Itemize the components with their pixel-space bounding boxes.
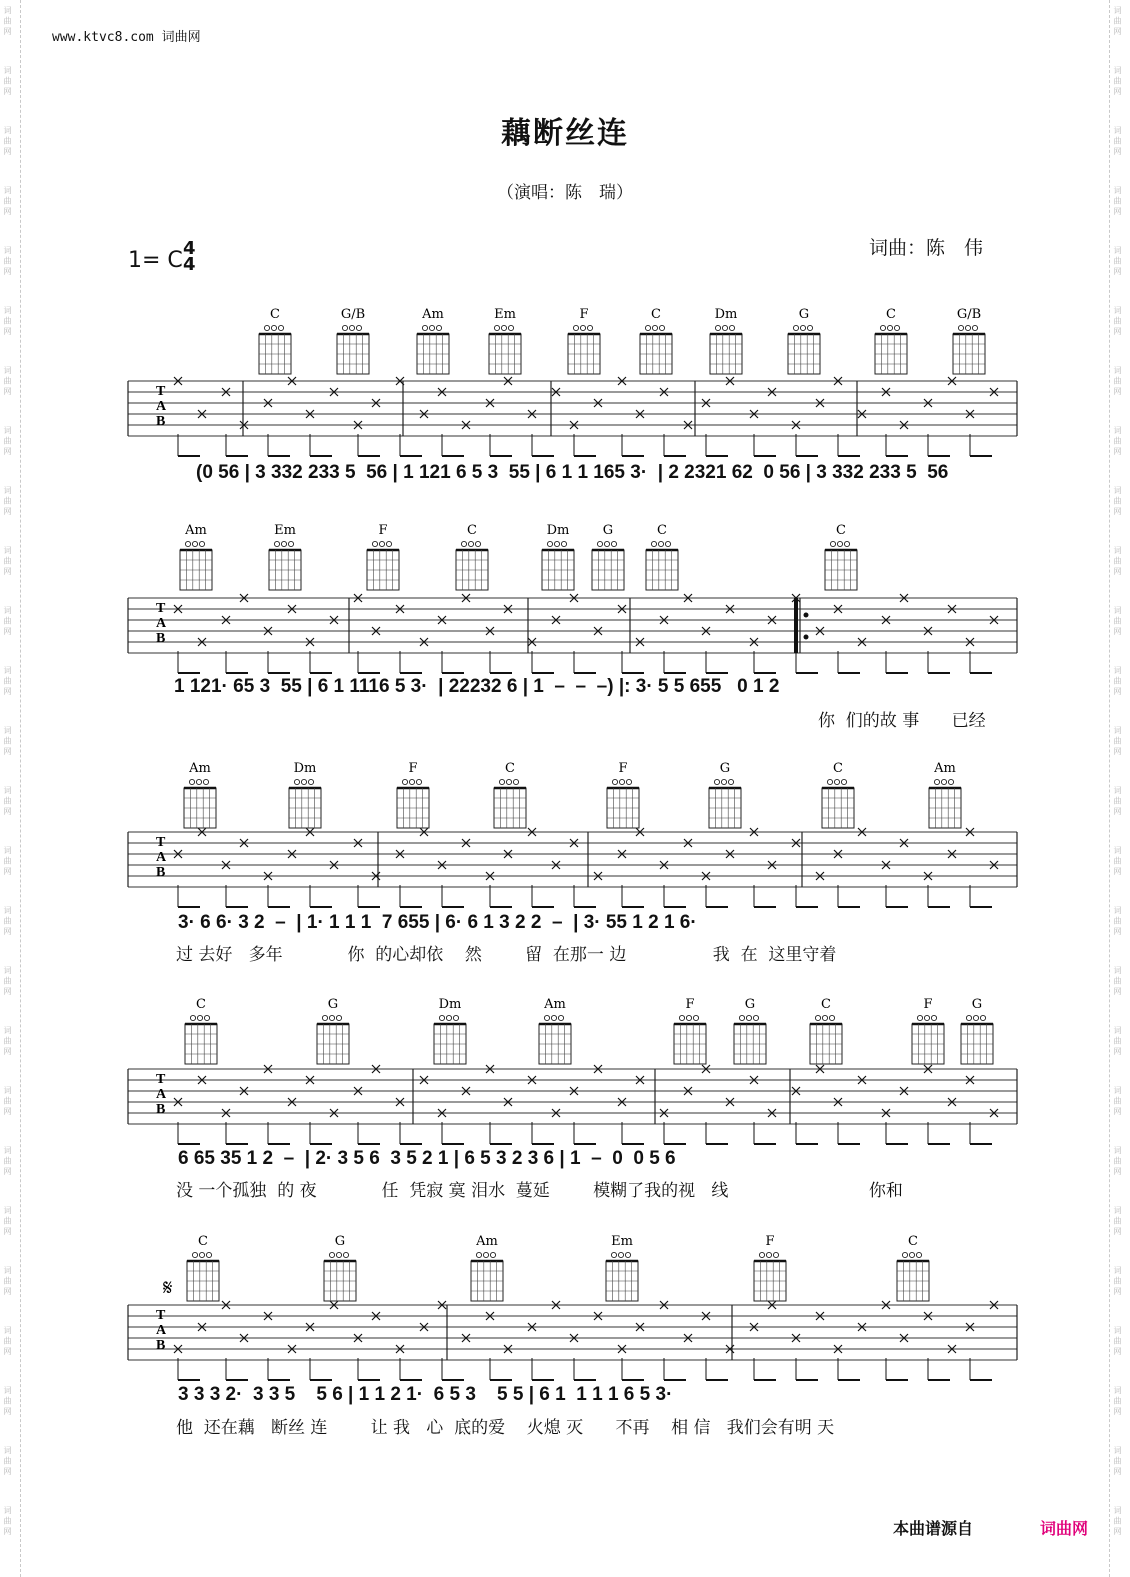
- song-title: 藕断丝连: [501, 116, 629, 151]
- chord-name: Dm: [714, 307, 738, 322]
- chord-name: Dm: [293, 761, 317, 776]
- open-string-mark: [714, 779, 719, 784]
- side-watermark-text: 词 曲 网: [1113, 1206, 1122, 1236]
- open-string-mark: [379, 541, 384, 546]
- side-watermark-text: 词 曲 网: [3, 726, 12, 756]
- tab-clef-letter: B: [156, 865, 166, 880]
- open-string-mark: [264, 325, 269, 330]
- chord-name: Em: [611, 1234, 633, 1249]
- jianpu-row-4: 6 65 35 1 2 – | 2· 3 5 6 3 5 2 1 | 6 5 3 2 3 6 | 1 – 0 0 5 6: [178, 1148, 676, 1169]
- side-watermark-text: 词 曲 网: [1113, 6, 1122, 36]
- chord-name: G: [744, 997, 756, 1012]
- side-watermark-text: 词 曲 网: [1113, 426, 1122, 456]
- open-string-mark: [554, 541, 559, 546]
- open-string-mark: [501, 325, 506, 330]
- open-string-mark: [728, 779, 733, 784]
- open-string-mark: [294, 779, 299, 784]
- chord-name: Em: [274, 523, 296, 538]
- chord-name: Am: [189, 761, 211, 776]
- chord-name: Am: [476, 1234, 498, 1249]
- open-string-mark: [909, 1252, 914, 1257]
- open-string-mark: [958, 325, 963, 330]
- open-string-mark: [349, 325, 354, 330]
- open-string-mark: [902, 1252, 907, 1257]
- tab-clef-letter: B: [156, 414, 166, 429]
- side-watermark-text: 词 曲 网: [1113, 126, 1122, 156]
- tab-clef-letter: A: [156, 616, 167, 631]
- open-string-mark: [619, 779, 624, 784]
- tab-clef-letter: T: [156, 601, 166, 616]
- open-string-mark: [197, 1015, 202, 1020]
- open-string-mark: [834, 779, 839, 784]
- footer-source-label: 本曲谱源自: [893, 1519, 974, 1538]
- open-string-mark: [931, 1015, 936, 1020]
- open-string-mark: [185, 541, 190, 546]
- side-watermark-text: 词 曲 网: [3, 126, 12, 156]
- side-watermark-text: 词 曲 网: [1113, 186, 1122, 216]
- open-string-mark: [651, 541, 656, 546]
- open-string-mark: [409, 779, 414, 784]
- side-watermark-text: 词 曲 网: [3, 546, 12, 576]
- side-watermark-text: 词 曲 网: [1113, 1326, 1122, 1356]
- tab-clef-letter: T: [156, 1072, 166, 1087]
- side-watermark-text: 词 曲 网: [3, 66, 12, 96]
- open-string-mark: [199, 1252, 204, 1257]
- side-watermark-text: 词 曲 网: [3, 606, 12, 636]
- open-string-mark: [880, 325, 885, 330]
- chord-name: F: [378, 523, 388, 538]
- open-string-mark: [807, 325, 812, 330]
- open-string-mark: [611, 541, 616, 546]
- open-string-mark: [189, 779, 194, 784]
- chord-name: C: [908, 1234, 918, 1249]
- side-watermark-text: 词 曲 网: [3, 1026, 12, 1056]
- open-string-mark: [793, 325, 798, 330]
- open-string-mark: [829, 1015, 834, 1020]
- open-string-mark: [916, 1252, 921, 1257]
- side-watermark-text: 词 曲 网: [1113, 1026, 1122, 1056]
- open-string-mark: [686, 1015, 691, 1020]
- side-watermark-text: 词 曲 网: [3, 306, 12, 336]
- chord-name: Dm: [438, 997, 462, 1012]
- side-watermark-text: 词 曲 网: [1113, 486, 1122, 516]
- side-watermark-text: 词 曲 网: [1113, 1446, 1122, 1476]
- open-string-mark: [917, 1015, 922, 1020]
- jianpu-row-3: 3· 6 6· 3 2 – | 1· 1 1 1 7 655 | 6· 6 1 3 2 2 – | 3· 55 1 2 1 6·: [178, 912, 697, 933]
- chord-name: Am: [422, 307, 444, 322]
- side-watermark-text: 词 曲 网: [1113, 606, 1122, 636]
- open-string-mark: [611, 1252, 616, 1257]
- chord-name: C: [196, 997, 206, 1012]
- open-string-mark: [372, 541, 377, 546]
- open-string-mark: [322, 1015, 327, 1020]
- open-string-mark: [499, 779, 504, 784]
- open-string-mark: [800, 325, 805, 330]
- side-watermark-text: 词 曲 网: [1113, 1506, 1122, 1536]
- chord-name: Am: [185, 523, 207, 538]
- open-string-mark: [618, 1252, 623, 1257]
- open-string-mark: [192, 1252, 197, 1257]
- open-string-mark: [753, 1015, 758, 1020]
- chord-name: C: [886, 307, 896, 322]
- open-string-mark: [652, 325, 657, 330]
- chord-name: C: [467, 523, 477, 538]
- open-string-mark: [934, 779, 939, 784]
- chord-name: C: [821, 997, 831, 1012]
- open-string-mark: [887, 325, 892, 330]
- open-string-mark: [844, 541, 849, 546]
- jianpu-row-5: 3 3 3 2· 3 3 5 5 6 | 1 1 2 1· 6 5 3 5 5 | 6 1 1 1 1 6 5 3·: [178, 1384, 673, 1405]
- side-watermark-text: 词 曲 网: [3, 1266, 12, 1296]
- open-string-mark: [461, 541, 466, 546]
- open-string-mark: [665, 541, 670, 546]
- chord-name: G: [334, 1234, 346, 1249]
- side-watermark-text: 词 曲 网: [3, 786, 12, 816]
- open-string-mark: [453, 1015, 458, 1020]
- side-watermark-text: 词 曲 网: [3, 1206, 12, 1236]
- side-watermark-text: 词 曲 网: [1113, 786, 1122, 816]
- open-string-mark: [436, 325, 441, 330]
- open-string-mark: [203, 779, 208, 784]
- side-watermark-text: 词 曲 网: [1113, 546, 1122, 576]
- side-watermark-text: 词 曲 网: [3, 846, 12, 876]
- tab-clef-letter: A: [156, 850, 167, 865]
- open-string-mark: [604, 541, 609, 546]
- open-string-mark: [822, 1015, 827, 1020]
- tab-clef-letter: B: [156, 1102, 166, 1117]
- open-string-mark: [274, 541, 279, 546]
- open-string-mark: [580, 325, 585, 330]
- open-string-mark: [513, 779, 518, 784]
- open-string-mark: [342, 325, 347, 330]
- chord-name: F: [579, 307, 589, 322]
- open-string-mark: [739, 1015, 744, 1020]
- repeat-dot: [804, 613, 809, 618]
- open-string-mark: [544, 1015, 549, 1020]
- open-string-mark: [196, 779, 201, 784]
- open-string-mark: [973, 1015, 978, 1020]
- lyric-row-5: 他 还在藕 断丝 连 让 我 心 底的爱 火熄 灭 不再 相 信 我们会有明 天: [176, 1418, 835, 1438]
- side-watermark-text: 词 曲 网: [1113, 846, 1122, 876]
- open-string-mark: [894, 325, 899, 330]
- chord-name: C: [651, 307, 661, 322]
- open-string-mark: [837, 541, 842, 546]
- open-string-mark: [508, 325, 513, 330]
- open-string-mark: [659, 325, 664, 330]
- open-string-mark: [715, 325, 720, 330]
- open-string-mark: [476, 1252, 481, 1257]
- side-watermark-text: 词 曲 网: [3, 186, 12, 216]
- open-string-mark: [329, 1015, 334, 1020]
- side-watermark-text: 词 曲 网: [1113, 726, 1122, 756]
- open-string-mark: [336, 1015, 341, 1020]
- open-string-mark: [308, 779, 313, 784]
- chord-name: G: [971, 997, 983, 1012]
- open-string-mark: [587, 325, 592, 330]
- footer-brand: 词曲网: [1040, 1519, 1089, 1538]
- repeat-dot: [804, 635, 809, 640]
- tab-clef-letter: A: [156, 399, 167, 414]
- jianpu-row-1: (0 56 | 3 332 233 5 56 | 1 121 6 5 3 55 | 6 1 1 165 3· | 2 2321 62 0 56 | 3 332 233 5 56: [196, 462, 949, 483]
- open-string-mark: [941, 779, 946, 784]
- jianpu-row-2: 1 121· 65 3 55 | 6 1 1116 5 3· | 22232 6 | 1 – – –) |: 3· 5 5 655 0 1 2: [174, 676, 780, 697]
- tab-clef-letter: T: [156, 835, 166, 850]
- open-string-mark: [547, 541, 552, 546]
- side-watermark-text: 词 曲 网: [3, 426, 12, 456]
- side-watermark-text: 词 曲 网: [1113, 1386, 1122, 1416]
- side-watermark-text: 词 曲 网: [3, 1446, 12, 1476]
- open-string-mark: [815, 1015, 820, 1020]
- key-label: 1= C: [128, 248, 183, 273]
- side-watermark-text: 词 曲 网: [1113, 666, 1122, 696]
- tab-clef-letter: B: [156, 1338, 166, 1353]
- chord-name: G: [719, 761, 731, 776]
- open-string-mark: [271, 325, 276, 330]
- chord-name: F: [685, 997, 695, 1012]
- chord-name: G: [602, 523, 614, 538]
- time-signature: 4 4: [183, 238, 196, 275]
- open-string-mark: [416, 779, 421, 784]
- chord-name: Dm: [546, 523, 570, 538]
- chord-name: F: [765, 1234, 775, 1249]
- tab-clef-letter: B: [156, 631, 166, 646]
- open-string-mark: [766, 1252, 771, 1257]
- chord-name: C: [505, 761, 515, 776]
- open-string-mark: [972, 325, 977, 330]
- chord-name: F: [618, 761, 628, 776]
- open-string-mark: [301, 779, 306, 784]
- side-watermark-text: 词 曲 网: [1113, 66, 1122, 96]
- open-string-mark: [429, 325, 434, 330]
- open-string-mark: [773, 1252, 778, 1257]
- open-string-mark: [192, 541, 197, 546]
- lyric-row-3: 过 去好 多年 你 的心却依 然 留 在那一 边 我 在 这里守着: [176, 945, 837, 965]
- side-watermark-text: 词 曲 网: [3, 966, 12, 996]
- open-string-mark: [980, 1015, 985, 1020]
- chord-name: Am: [934, 761, 956, 776]
- side-watermark-text: 词 曲 网: [3, 666, 12, 696]
- open-string-mark: [329, 1252, 334, 1257]
- lyric-row-2: 你 们的故 事 已经: [818, 711, 986, 731]
- open-string-mark: [422, 325, 427, 330]
- side-watermark-text: 词 曲 网: [1113, 246, 1122, 276]
- side-watermark-text: 词 曲 网: [1113, 306, 1122, 336]
- tab-clef-letter: A: [156, 1087, 167, 1102]
- side-watermark-text: 词 曲 网: [1113, 366, 1122, 396]
- open-string-mark: [948, 779, 953, 784]
- open-string-mark: [204, 1015, 209, 1020]
- chord-name: F: [408, 761, 418, 776]
- open-string-mark: [625, 1252, 630, 1257]
- side-watermark-text: 词 曲 网: [1113, 966, 1122, 996]
- open-string-mark: [475, 541, 480, 546]
- open-string-mark: [281, 541, 286, 546]
- open-string-mark: [729, 325, 734, 330]
- side-watermark-text: 词 曲 网: [3, 1386, 12, 1416]
- tab-clef-letter: A: [156, 1323, 167, 1338]
- open-string-mark: [483, 1252, 488, 1257]
- side-watermark-text: 词 曲 网: [3, 246, 12, 276]
- side-watermark-text: 词 曲 网: [1113, 1266, 1122, 1296]
- segno-sign: 𝄋: [163, 1276, 173, 1301]
- chord-name: Am: [544, 997, 566, 1012]
- open-string-mark: [386, 541, 391, 546]
- chord-name: G: [327, 997, 339, 1012]
- open-string-mark: [551, 1015, 556, 1020]
- side-watermark-text: 词 曲 网: [1113, 906, 1122, 936]
- open-string-mark: [658, 541, 663, 546]
- tab-clef-letter: T: [156, 384, 166, 399]
- tab-clef-letter: T: [156, 1308, 166, 1323]
- chord-name: F: [923, 997, 933, 1012]
- side-watermark-text: 词 曲 网: [3, 1506, 12, 1536]
- chord-name: C: [270, 307, 280, 322]
- chord-name: Em: [494, 307, 516, 322]
- open-string-mark: [558, 1015, 563, 1020]
- open-string-mark: [468, 541, 473, 546]
- open-string-mark: [626, 779, 631, 784]
- site-url: www.ktvc8.com 词曲网: [52, 30, 201, 45]
- open-string-mark: [190, 1015, 195, 1020]
- open-string-mark: [722, 325, 727, 330]
- side-watermark-text: 词 曲 网: [3, 486, 12, 516]
- chord-name: G/B: [956, 307, 982, 322]
- open-string-mark: [759, 1252, 764, 1257]
- side-watermark-text: 词 曲 网: [3, 1146, 12, 1176]
- side-watermark-text: 词 曲 网: [3, 1086, 12, 1116]
- side-watermark-text: 词 曲 网: [3, 906, 12, 936]
- open-string-mark: [288, 541, 293, 546]
- open-string-mark: [336, 1252, 341, 1257]
- chord-name: G/B: [340, 307, 366, 322]
- open-string-mark: [645, 325, 650, 330]
- chord-name: C: [198, 1234, 208, 1249]
- chord-name: C: [657, 523, 667, 538]
- open-string-mark: [679, 1015, 684, 1020]
- side-watermark-text: 词 曲 网: [3, 1326, 12, 1356]
- open-string-mark: [278, 325, 283, 330]
- open-string-mark: [343, 1252, 348, 1257]
- open-string-mark: [356, 325, 361, 330]
- open-string-mark: [841, 779, 846, 784]
- open-string-mark: [402, 779, 407, 784]
- open-string-mark: [206, 1252, 211, 1257]
- open-string-mark: [494, 325, 499, 330]
- open-string-mark: [612, 779, 617, 784]
- open-string-mark: [746, 1015, 751, 1020]
- open-string-mark: [506, 779, 511, 784]
- open-string-mark: [199, 541, 204, 546]
- open-string-mark: [966, 1015, 971, 1020]
- composer-credit: 词曲：陈 伟: [869, 237, 984, 259]
- open-string-mark: [827, 779, 832, 784]
- side-watermark-text: 词 曲 网: [3, 366, 12, 396]
- open-string-mark: [446, 1015, 451, 1020]
- side-watermark-text: 词 曲 网: [1113, 1086, 1122, 1116]
- open-string-mark: [490, 1252, 495, 1257]
- singer-credit: （演唱：陈 瑞）: [497, 183, 633, 203]
- side-watermark-text: 词 曲 网: [1113, 1146, 1122, 1176]
- chord-name: G: [798, 307, 810, 322]
- open-string-mark: [721, 779, 726, 784]
- chord-name: C: [833, 761, 843, 776]
- open-string-mark: [830, 541, 835, 546]
- open-string-mark: [693, 1015, 698, 1020]
- open-string-mark: [965, 325, 970, 330]
- lyric-row-4: 没 一个孤独 的 夜 任 凭寂 寞 泪水 蔓延 模糊了我的视 线 你和: [176, 1181, 903, 1201]
- open-string-mark: [597, 541, 602, 546]
- open-string-mark: [924, 1015, 929, 1020]
- open-string-mark: [561, 541, 566, 546]
- side-watermark-text: 词 曲 网: [3, 6, 12, 36]
- chord-name: C: [836, 523, 846, 538]
- open-string-mark: [573, 325, 578, 330]
- open-string-mark: [439, 1015, 444, 1020]
